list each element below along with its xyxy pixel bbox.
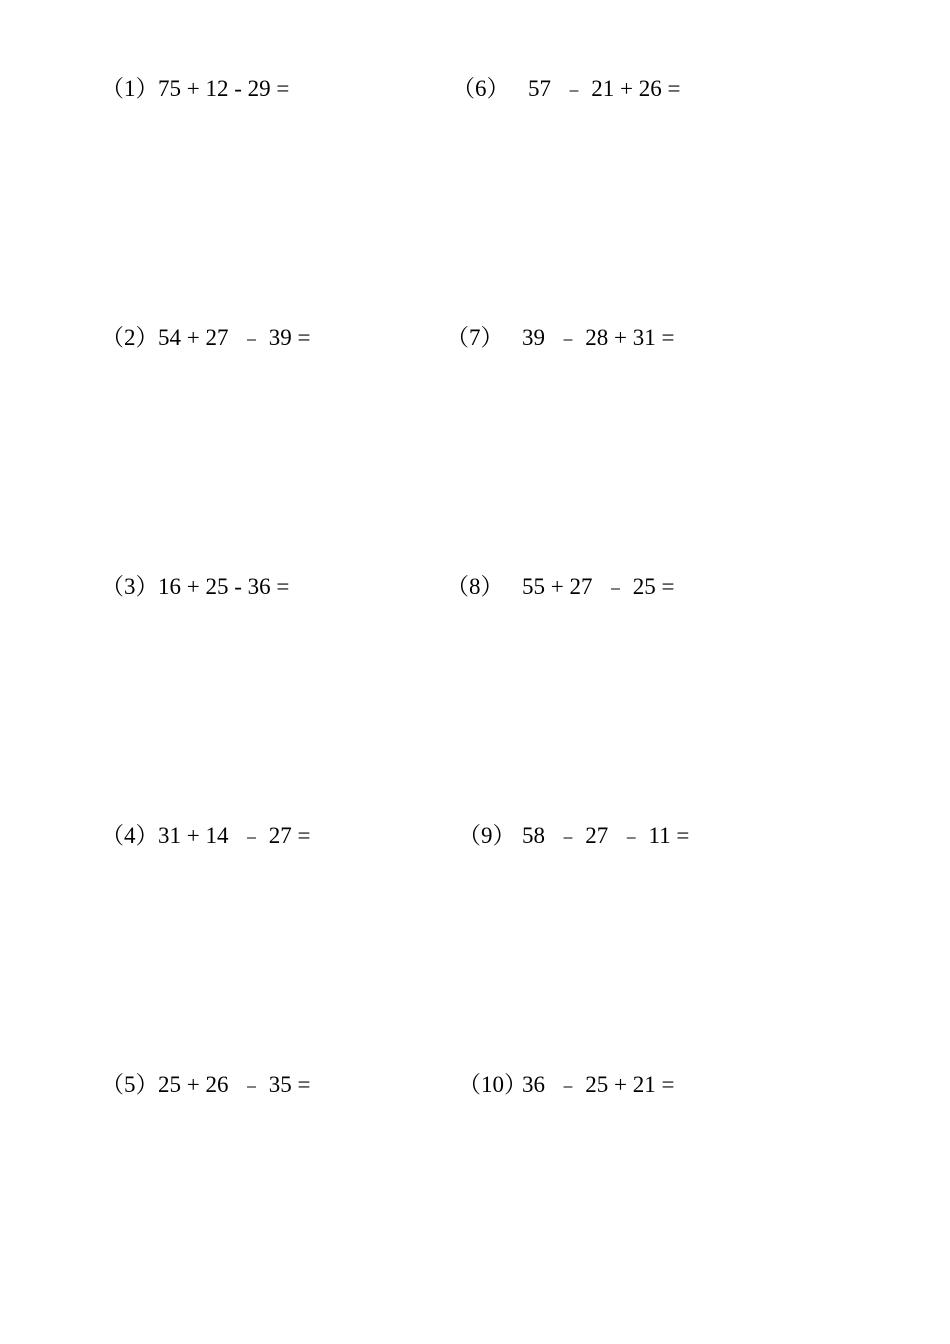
problem-2 <box>101 323 311 353</box>
problem-number: （10） <box>458 1072 527 1097</box>
problem-number: （8） <box>446 574 504 599</box>
problem-number: （2） <box>101 325 159 350</box>
problem-expression: 16 + 25 - 36 = <box>158 574 290 599</box>
problem-number: （9） <box>458 823 516 848</box>
problem-1 <box>101 74 290 104</box>
problem-8 <box>446 572 675 602</box>
problem-expression: 39 ﹣ 28 + 31 = <box>522 325 675 350</box>
problem-7 <box>446 323 675 353</box>
problem-number: （4） <box>101 823 159 848</box>
problem-10 <box>446 1070 675 1100</box>
problem-number: （7） <box>446 325 504 350</box>
problem-expression: 55 + 27 ﹣ 25 = <box>522 574 675 599</box>
problem-number: （5） <box>101 1072 159 1097</box>
problem-number: （3） <box>101 574 159 599</box>
problem-number: （1） <box>101 76 159 101</box>
problem-expression: 31 + 14 ﹣ 27 = <box>158 823 311 848</box>
problem-3 <box>101 572 290 602</box>
problem-9 <box>446 821 690 851</box>
problem-expression: 57 ﹣ 21 + 26 = <box>528 76 681 101</box>
problem-5 <box>101 1070 311 1100</box>
problem-6 <box>452 74 681 104</box>
problem-expression: 75 + 12 - 29 = <box>158 76 290 101</box>
problem-4 <box>101 821 311 851</box>
problem-expression: 36 ﹣ 25 + 21 = <box>522 1072 675 1097</box>
problem-expression: 58 ﹣ 27 ﹣ 11 = <box>522 823 690 848</box>
problem-expression: 54 + 27 ﹣ 39 = <box>158 325 311 350</box>
problem-expression: 25 + 26 ﹣ 35 = <box>158 1072 311 1097</box>
problem-number: （6） <box>452 76 510 101</box>
